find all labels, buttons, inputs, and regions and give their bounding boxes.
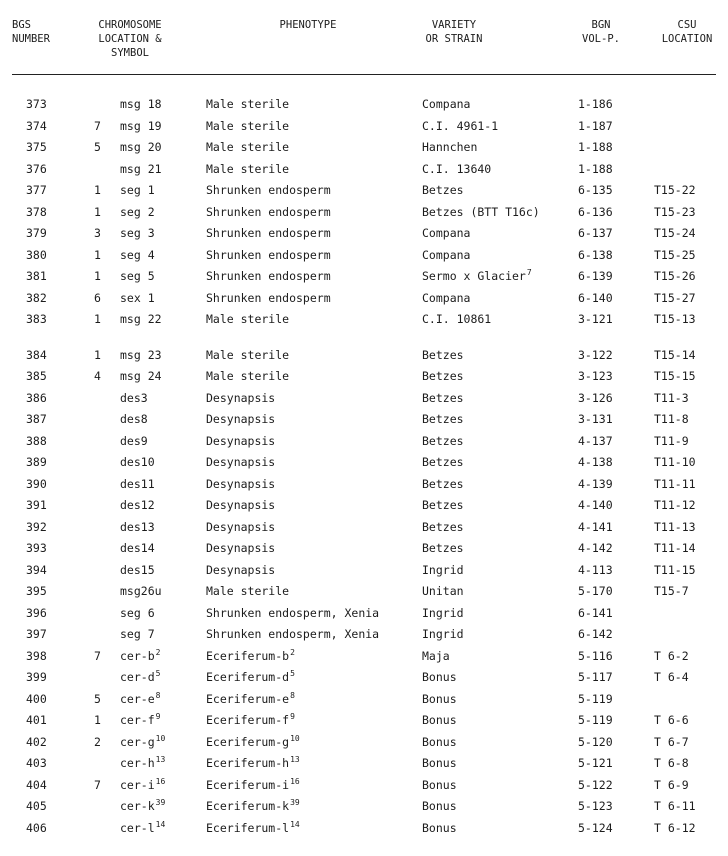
symbol-cell: cer-$b^2$ bbox=[120, 647, 161, 663]
csu-location-cell: T11-9 bbox=[654, 433, 689, 448]
variety-cell: C.I. 13640 bbox=[422, 161, 492, 176]
csu-location-cell: T11-13 bbox=[654, 519, 696, 534]
phenotype-cell: Desynapsis bbox=[206, 476, 276, 491]
header-chromosome-location-symbol: CHROMOSOME LOCATION & SYMBOL bbox=[98, 19, 162, 59]
bgn-vol-page-cell: 5-123 bbox=[578, 799, 613, 813]
table-row bbox=[0, 818, 728, 838]
symbol-cell: seg 5 bbox=[120, 269, 155, 283]
table-row bbox=[0, 474, 728, 494]
symbol-cell: seg 6 bbox=[120, 605, 155, 620]
variety-cell: Bonus bbox=[422, 734, 457, 749]
csu-location-cell: T15-23 bbox=[654, 204, 696, 219]
phenotype-cell: Eceriferum-$h^{13}$ bbox=[206, 755, 300, 770]
csu-location-cell: T11-14 bbox=[654, 541, 696, 555]
bgs-number-cell: 373 bbox=[26, 97, 47, 111]
bgs-number-cell: 384 bbox=[26, 347, 47, 362]
bgn-vol-page-cell: 4-141 bbox=[578, 519, 613, 534]
variety-cell: Compana bbox=[422, 226, 471, 240]
phenotype-cell: Eceriferum-$g^{10}$ bbox=[206, 733, 300, 749]
bgs-number-cell: 395 bbox=[26, 584, 47, 598]
bgn-vol-page-cell: 1-186 bbox=[578, 97, 613, 111]
bgn-vol-page-cell: 4-139 bbox=[578, 476, 613, 491]
header-variety-strain: VARIETY OR STRAIN bbox=[425, 19, 483, 45]
bgs-number-cell: 400 bbox=[26, 691, 47, 706]
superscript: 39 bbox=[290, 798, 300, 807]
symbol-cell: cer-$d^5$ bbox=[120, 669, 161, 684]
table-row bbox=[0, 116, 728, 136]
phenotype-cell: Male sterile bbox=[206, 161, 290, 176]
csu-location-cell: T15-14 bbox=[654, 347, 696, 362]
symbol-cell: des3 bbox=[120, 390, 148, 405]
bgs-number-cell: 392 bbox=[26, 519, 47, 534]
variety-cell: Bonus bbox=[422, 691, 457, 706]
superscript: 9 bbox=[290, 712, 295, 721]
chromosome-cell: 4 bbox=[94, 369, 101, 383]
variety-cell: C.I. 10861 bbox=[422, 312, 492, 326]
bgs-number-cell: 401 bbox=[26, 713, 47, 727]
table-row bbox=[0, 288, 728, 308]
header-bgn-vol-p: BGN VOL-P. bbox=[582, 19, 620, 45]
csu-location-cell: T11-8 bbox=[654, 412, 689, 426]
bgs-number-cell: 399 bbox=[26, 670, 47, 684]
bgn-vol-page-cell: 5-170 bbox=[578, 584, 613, 598]
table-row bbox=[0, 388, 728, 408]
bgn-vol-page-cell: 4-142 bbox=[578, 541, 613, 555]
table-row bbox=[0, 309, 728, 329]
superscript: 8 bbox=[155, 690, 161, 700]
bgs-number-cell: 396 bbox=[26, 605, 47, 620]
phenotype-cell: Desynapsis bbox=[206, 562, 276, 577]
bgn-vol-page-cell: 3-123 bbox=[578, 369, 613, 383]
variety-cell: Betzes bbox=[422, 455, 464, 469]
symbol-cell: msg 23 bbox=[120, 347, 162, 362]
symbol-cell: seg 4 bbox=[120, 247, 155, 262]
symbol-cell: msg 18 bbox=[120, 97, 162, 111]
variety-cell: Sermo x Glacier$^7$ bbox=[422, 268, 532, 283]
phenotype-cell: Shrunken endosperm bbox=[206, 269, 331, 283]
symbol-cell: des9 bbox=[120, 433, 148, 448]
bgn-vol-page-cell: 6-135 bbox=[578, 183, 613, 197]
superscript: 8 bbox=[290, 690, 295, 700]
table-row bbox=[0, 223, 728, 243]
bgs-number-cell: 405 bbox=[26, 799, 47, 813]
variety-cell: Maja bbox=[422, 648, 450, 663]
chromosome-cell: 1 bbox=[94, 713, 101, 727]
bgn-vol-page-cell: 1-188 bbox=[578, 161, 613, 176]
symbol-cell: des8 bbox=[120, 412, 148, 426]
symbol-cell: des13 bbox=[120, 519, 155, 534]
symbol-cell: msg26u bbox=[120, 584, 162, 598]
bgn-vol-page-cell: 6-141 bbox=[578, 605, 613, 620]
variety-cell: Bonus bbox=[422, 756, 457, 770]
phenotype-cell: Shrunken endosperm bbox=[206, 290, 331, 305]
variety-cell: Ingrid bbox=[422, 562, 464, 577]
symbol-cell: sex 1 bbox=[120, 290, 155, 305]
phenotype-cell: Shrunken endosperm bbox=[206, 204, 331, 219]
bgn-vol-page-cell: 3-126 bbox=[578, 390, 613, 405]
variety-cell: Betzes bbox=[422, 369, 464, 383]
bgs-number-cell: 388 bbox=[26, 433, 47, 448]
superscript: 2 bbox=[290, 647, 295, 657]
table-row bbox=[0, 667, 728, 687]
symbol-cell: msg 24 bbox=[120, 369, 162, 383]
table-row bbox=[0, 452, 728, 472]
variety-cell: Betzes bbox=[422, 390, 464, 405]
csu-location-cell: T15-27 bbox=[654, 290, 696, 305]
bgn-vol-page-cell: 1-188 bbox=[578, 140, 613, 154]
variety-cell: Hannchen bbox=[422, 140, 478, 154]
variety-cell: Betzes bbox=[422, 183, 464, 197]
variety-cell: Bonus bbox=[422, 799, 457, 813]
table-row bbox=[0, 732, 728, 752]
csu-location-cell: T11-15 bbox=[654, 562, 696, 577]
phenotype-cell: Desynapsis bbox=[206, 519, 276, 534]
bgs-number-cell: 397 bbox=[26, 627, 47, 641]
symbol-cell: des11 bbox=[120, 476, 155, 491]
phenotype-cell: Male sterile bbox=[206, 97, 290, 111]
bgs-number-cell: 403 bbox=[26, 756, 47, 770]
symbol-cell: seg 7 bbox=[120, 627, 155, 641]
superscript: 10 bbox=[290, 733, 300, 743]
table-row bbox=[0, 560, 728, 580]
variety-cell: Betzes bbox=[422, 412, 464, 426]
bgn-vol-page-cell: 1-187 bbox=[578, 118, 613, 133]
chromosome-cell: 7 bbox=[94, 118, 101, 133]
table-row bbox=[0, 646, 728, 666]
symbol-cell: des14 bbox=[120, 541, 155, 555]
phenotype-cell: Male sterile bbox=[206, 347, 290, 362]
bgs-number-cell: 389 bbox=[26, 455, 47, 469]
csu-location-cell: T15-13 bbox=[654, 312, 696, 326]
variety-cell: Ingrid bbox=[422, 605, 464, 620]
symbol-cell: cer-$e^8$ bbox=[120, 690, 161, 706]
csu-location-cell: T 6-12 bbox=[654, 820, 696, 835]
phenotype-cell: Eceriferum-$i^{16}$ bbox=[206, 776, 300, 792]
symbol-cell: des15 bbox=[120, 562, 155, 577]
table-row bbox=[0, 517, 728, 537]
bgs-number-cell: 375 bbox=[26, 140, 47, 154]
phenotype-cell: Male sterile bbox=[206, 140, 290, 154]
bgn-vol-page-cell: 5-116 bbox=[578, 648, 613, 663]
superscript: 7 bbox=[526, 268, 532, 277]
symbol-cell: msg 20 bbox=[120, 140, 162, 154]
symbol-cell: cer-$h^{13}$ bbox=[120, 755, 166, 770]
phenotype-cell: Shrunken endosperm, Xenia bbox=[206, 605, 380, 620]
superscript: 5 bbox=[155, 669, 161, 678]
symbol-cell: seg 3 bbox=[120, 226, 155, 240]
table-row bbox=[0, 581, 728, 601]
table-row bbox=[0, 753, 728, 773]
symbol-cell: seg 2 bbox=[120, 204, 155, 219]
bgs-number-cell: 382 bbox=[26, 290, 47, 305]
superscript: 10 bbox=[155, 733, 166, 743]
bgn-vol-page-cell: 4-140 bbox=[578, 498, 613, 512]
phenotype-cell: Male sterile bbox=[206, 312, 290, 326]
bgn-vol-page-cell: 6-142 bbox=[578, 627, 613, 641]
phenotype-cell: Male sterile bbox=[206, 369, 290, 383]
header-rule bbox=[12, 74, 716, 75]
csu-location-cell: T 6-6 bbox=[654, 713, 689, 727]
bgn-vol-page-cell: 3-131 bbox=[578, 412, 613, 426]
table-row bbox=[0, 345, 728, 365]
csu-location-cell: T 6-7 bbox=[654, 734, 689, 749]
chromosome-cell: 1 bbox=[94, 312, 101, 326]
bgn-vol-page-cell: 5-119 bbox=[578, 713, 613, 727]
bgs-number-cell: 383 bbox=[26, 312, 47, 326]
variety-cell: Compana bbox=[422, 97, 471, 111]
phenotype-cell: Desynapsis bbox=[206, 433, 276, 448]
symbol-cell: cer-$f^9$ bbox=[120, 712, 161, 727]
phenotype-cell: Male sterile bbox=[206, 118, 290, 133]
bgs-number-cell: 377 bbox=[26, 183, 47, 197]
table-row bbox=[0, 137, 728, 157]
chromosome-cell: 5 bbox=[94, 140, 101, 154]
symbol-cell: cer-$k^{39}$ bbox=[120, 798, 166, 813]
phenotype-cell: Eceriferum-$f^9$ bbox=[206, 712, 295, 727]
csu-location-cell: T15-26 bbox=[654, 269, 696, 283]
phenotype-cell: Desynapsis bbox=[206, 412, 276, 426]
superscript: 16 bbox=[155, 776, 166, 786]
table-row bbox=[0, 538, 728, 558]
superscript: 2 bbox=[155, 647, 161, 657]
variety-cell: Compana bbox=[422, 290, 471, 305]
chromosome-cell: 3 bbox=[94, 226, 101, 240]
bgn-vol-page-cell: 6-137 bbox=[578, 226, 613, 240]
bgn-vol-page-cell: 5-121 bbox=[578, 756, 613, 770]
variety-cell: Ingrid bbox=[422, 627, 464, 641]
table-row bbox=[0, 159, 728, 179]
csu-location-cell: T 6-8 bbox=[654, 756, 689, 770]
csu-location-cell: T11-3 bbox=[654, 390, 689, 405]
csu-location-cell: T15-7 bbox=[654, 584, 689, 598]
phenotype-cell: Shrunken endosperm bbox=[206, 247, 331, 262]
chromosome-cell: 6 bbox=[94, 290, 101, 305]
bgn-vol-page-cell: 5-119 bbox=[578, 691, 613, 706]
chromosome-cell: 1 bbox=[94, 269, 101, 283]
variety-cell: Betzes bbox=[422, 541, 464, 555]
csu-location-cell: T15-24 bbox=[654, 226, 696, 240]
symbol-cell: seg 1 bbox=[120, 183, 155, 197]
symbol-cell: des12 bbox=[120, 498, 155, 512]
variety-cell: Betzes bbox=[422, 476, 464, 491]
bgs-number-cell: 394 bbox=[26, 562, 47, 577]
superscript: 14 bbox=[290, 819, 300, 829]
phenotype-cell: Shrunken endosperm bbox=[206, 183, 331, 197]
table-row bbox=[0, 796, 728, 816]
table-row bbox=[0, 495, 728, 515]
bgn-vol-page-cell: 6-140 bbox=[578, 290, 613, 305]
chromosome-cell: 1 bbox=[94, 183, 101, 197]
bgs-number-cell: 386 bbox=[26, 390, 47, 405]
table-row bbox=[0, 710, 728, 730]
table-row bbox=[0, 689, 728, 709]
bgs-number-cell: 376 bbox=[26, 161, 47, 176]
csu-location-cell: T15-15 bbox=[654, 369, 696, 383]
csu-location-cell: T 6-11 bbox=[654, 799, 696, 813]
chromosome-cell: 1 bbox=[94, 347, 101, 362]
superscript: 13 bbox=[290, 755, 300, 764]
header-phenotype: PHENOTYPE bbox=[279, 19, 337, 31]
csu-location-cell: T 6-4 bbox=[654, 670, 689, 684]
table-row bbox=[0, 366, 728, 386]
variety-cell: Betzes (BTT T16c) bbox=[422, 204, 540, 219]
bgs-number-cell: 398 bbox=[26, 648, 47, 663]
bgs-number-cell: 404 bbox=[26, 777, 47, 792]
phenotype-cell: Male sterile bbox=[206, 584, 290, 598]
header-csu-location: CSU LOCATION bbox=[661, 19, 713, 45]
bgn-vol-page-cell: 6-136 bbox=[578, 204, 613, 219]
bgs-number-cell: 379 bbox=[26, 226, 47, 240]
symbol-cell: des10 bbox=[120, 455, 155, 469]
bgs-number-cell: 391 bbox=[26, 498, 47, 512]
table-row bbox=[0, 245, 728, 265]
bgs-number-cell: 374 bbox=[26, 118, 47, 133]
chromosome-cell: 7 bbox=[94, 648, 101, 663]
variety-cell: Bonus bbox=[422, 777, 457, 792]
table-row bbox=[0, 202, 728, 222]
bgn-vol-page-cell: 6-139 bbox=[578, 269, 613, 283]
table-row bbox=[0, 409, 728, 429]
bgs-number-cell: 380 bbox=[26, 247, 47, 262]
superscript: 13 bbox=[155, 755, 166, 764]
chromosome-cell: 7 bbox=[94, 777, 101, 792]
csu-location-cell: T11-11 bbox=[654, 476, 696, 491]
variety-cell: Betzes bbox=[422, 347, 464, 362]
csu-location-cell: T11-12 bbox=[654, 498, 696, 512]
bgs-number-cell: 381 bbox=[26, 269, 47, 283]
bgs-number-cell: 387 bbox=[26, 412, 47, 426]
bgn-vol-page-cell: 5-120 bbox=[578, 734, 613, 749]
bgn-vol-page-cell: 4-138 bbox=[578, 455, 613, 469]
bgn-vol-page-cell: 4-113 bbox=[578, 562, 613, 577]
phenotype-cell: Shrunken endosperm bbox=[206, 226, 331, 240]
table-row bbox=[0, 775, 728, 795]
phenotype-cell: Shrunken endosperm, Xenia bbox=[206, 627, 380, 641]
phenotype-cell: Desynapsis bbox=[206, 455, 276, 469]
phenotype-cell: Eceriferum-$d^5$ bbox=[206, 669, 295, 684]
variety-cell: Compana bbox=[422, 247, 471, 262]
superscript: 39 bbox=[155, 798, 166, 807]
bgs-number-cell: 378 bbox=[26, 204, 47, 219]
variety-cell: Betzes bbox=[422, 498, 464, 512]
bgn-vol-page-cell: 6-138 bbox=[578, 247, 613, 262]
csu-location-cell: T 6-2 bbox=[654, 648, 689, 663]
csu-location-cell: T11-10 bbox=[654, 455, 696, 469]
table-row bbox=[0, 180, 728, 200]
superscript: 5 bbox=[290, 669, 295, 678]
symbol-cell: cer-$l^{14}$ bbox=[120, 819, 166, 835]
superscript: 16 bbox=[290, 776, 300, 786]
bgn-vol-page-cell: 3-122 bbox=[578, 347, 613, 362]
symbol-cell: msg 19 bbox=[120, 118, 162, 133]
chromosome-cell: 1 bbox=[94, 204, 101, 219]
chromosome-cell: 1 bbox=[94, 247, 101, 262]
variety-cell: Bonus bbox=[422, 713, 457, 727]
csu-location-cell: T15-25 bbox=[654, 247, 696, 262]
variety-cell: Unitan bbox=[422, 584, 464, 598]
bgn-vol-page-cell: 5-122 bbox=[578, 777, 613, 792]
symbol-cell: cer-$i^{16}$ bbox=[120, 776, 166, 792]
symbol-cell: msg 22 bbox=[120, 312, 162, 326]
csu-location-cell: T15-22 bbox=[654, 183, 696, 197]
symbol-cell: cer-$g^{10}$ bbox=[120, 733, 166, 749]
chromosome-cell: 2 bbox=[94, 734, 101, 749]
phenotype-cell: Eceriferum-$k^{39}$ bbox=[206, 798, 300, 813]
table-row bbox=[0, 94, 728, 114]
bgn-vol-page-cell: 3-121 bbox=[578, 312, 613, 326]
header-bgs-number: BGS NUMBER bbox=[12, 19, 50, 45]
csu-location-cell: T 6-9 bbox=[654, 777, 689, 792]
variety-cell: Betzes bbox=[422, 519, 464, 534]
phenotype-cell: Desynapsis bbox=[206, 498, 276, 512]
bgn-vol-page-cell: 5-117 bbox=[578, 670, 613, 684]
phenotype-cell: Eceriferum-$b^2$ bbox=[206, 647, 295, 663]
bgn-vol-page-cell: 4-137 bbox=[578, 433, 613, 448]
symbol-cell: msg 21 bbox=[120, 161, 162, 176]
bgs-number-cell: 393 bbox=[26, 541, 47, 555]
variety-cell: Betzes bbox=[422, 433, 464, 448]
table-row bbox=[0, 603, 728, 623]
bgs-number-cell: 390 bbox=[26, 476, 47, 491]
variety-cell: C.I. 4961-1 bbox=[422, 118, 499, 133]
chromosome-cell: 5 bbox=[94, 691, 101, 706]
phenotype-cell: Eceriferum-$e^8$ bbox=[206, 690, 295, 706]
bgs-number-cell: 402 bbox=[26, 734, 47, 749]
bgn-vol-page-cell: 5-124 bbox=[578, 820, 613, 835]
variety-cell: Bonus bbox=[422, 670, 457, 684]
phenotype-cell: Desynapsis bbox=[206, 390, 276, 405]
table-row bbox=[0, 624, 728, 644]
phenotype-cell: Eceriferum-$l^{14}$ bbox=[206, 819, 300, 835]
bgs-number-cell: 385 bbox=[26, 369, 47, 383]
table-row bbox=[0, 431, 728, 451]
bgs-number-cell: 406 bbox=[26, 820, 47, 835]
phenotype-cell: Desynapsis bbox=[206, 541, 276, 555]
variety-cell: Bonus bbox=[422, 820, 457, 835]
table-row bbox=[0, 266, 728, 286]
superscript: 9 bbox=[155, 712, 161, 721]
superscript: 14 bbox=[155, 819, 166, 829]
